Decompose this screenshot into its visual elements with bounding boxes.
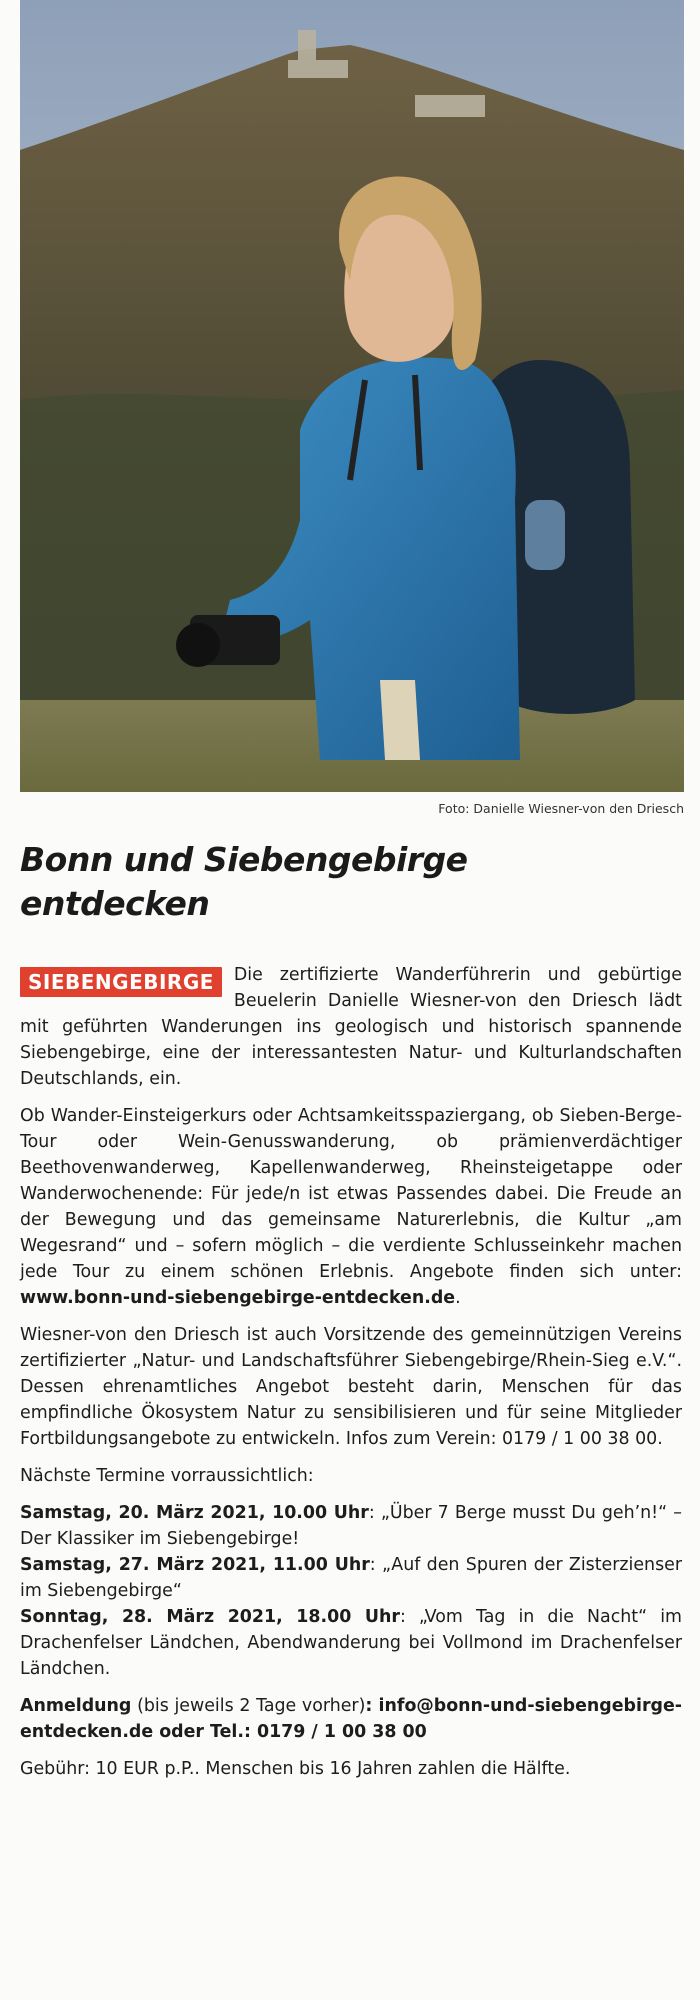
article-body — [20, 962, 682, 1793]
registration-contact[interactable]: : info@bonn-und-siebengebirge-entdecken.de oder Tel.: 0179 / 1 00 38 00 — [20, 1696, 682, 1742]
article-title: Bonn und Siebengebirge entdecken — [20, 840, 468, 923]
event-list — [20, 1500, 682, 1682]
article-photo — [20, 0, 684, 792]
photo-illustration — [20, 0, 684, 792]
event-date: Samstag, 20. März 2021, 10.00 Uhr — [20, 1503, 369, 1523]
registration-paragraph — [20, 1693, 682, 1745]
event-item — [20, 1500, 682, 1552]
event-item — [20, 1552, 682, 1604]
offers-paragraph — [20, 1103, 682, 1311]
intro-text: Die zertifizierte Wanderführerin und gebürtige Beuelerin Danielle Wiesner-von den Driesch lädt mit geführten Wanderungen ins geologisch und historisch spannende Siebengebirge, eine der interessantesten Natur- und Kulturlandschaften Deutschlands, ein. — [20, 965, 682, 1089]
event-date: Sonntag, 28. März 2021, 18.00 Uhr — [20, 1607, 400, 1627]
event-date: Samstag, 27. März 2021, 11.00 Uhr — [20, 1555, 370, 1575]
event-description: : „Vom Tag in die Nacht“ im Drachenfelser Ländchen, Abendwanderung bei Vollmond im Drachenfelser Ländchen. — [20, 1607, 682, 1679]
offers-end: . — [455, 1288, 461, 1308]
photo-credit: Foto: Danielle Wiesner-von den Driesch — [438, 801, 684, 816]
event-item — [20, 1604, 682, 1682]
fee-paragraph: Gebühr: 10 EUR p.P.. Menschen bis 16 Jahren zahlen die Hälfte. — [20, 1759, 571, 1779]
dates-heading: Nächste Termine vorraussichtlich: — [20, 1466, 314, 1486]
offers-text: Ob Wander-Einsteigerkurs oder Achtsamkeitsspaziergang, ob Sieben-Berge-Tour oder Wein-Genusswanderung, ob prämienverdächtiger Beethovenwanderweg, Kapellenwanderweg, Rheinsteigetappe oder Wanderwochenende: Für jede/n ist etwas Passendes dabei. Die Freude an der Bewegung und das gemeinsame Naturerlebnis, die Kultur „am Wegesrand“ und – sofern möglich – die verdiente Schlusseinkehr machen jede Tour zu einem schönen Erlebnis. Angebote finden sich unter: — [20, 1106, 682, 1282]
event-description: : „Über 7 Berge musst Du geh’n!“ – Der Klassiker im Siebengebirge! — [20, 1503, 683, 1549]
association-paragraph: Wiesner-von den Driesch ist auch Vorsitzende des gemeinnützigen Vereins zertifizierter „Natur- und Landschaftsführer Siebengebirge/Rhein-Sieg e.V.“. Dessen ehrenamtliches Angebot besteht darin, Menschen für das empfindliche Ökosystem Natur zu sensibilisieren und für seine Mitglieder Fortbildungsangebote zu entwickeln. Infos zum Verein: 0179 / 1 00 38 00. — [20, 1325, 682, 1449]
intro-paragraph — [20, 962, 682, 1092]
website-link[interactable]: www.bonn-und-siebengebirge-entdecken.de — [20, 1288, 456, 1308]
registration-label: Anmeldung — [20, 1696, 132, 1716]
event-description: : „Auf den Spuren der Zisterzienser im Siebengebirge“ — [20, 1555, 682, 1601]
category-tag: SIEBENGEBIRGE — [20, 967, 222, 997]
registration-note: (bis jeweils 2 Tage vorher) — [131, 1696, 366, 1716]
